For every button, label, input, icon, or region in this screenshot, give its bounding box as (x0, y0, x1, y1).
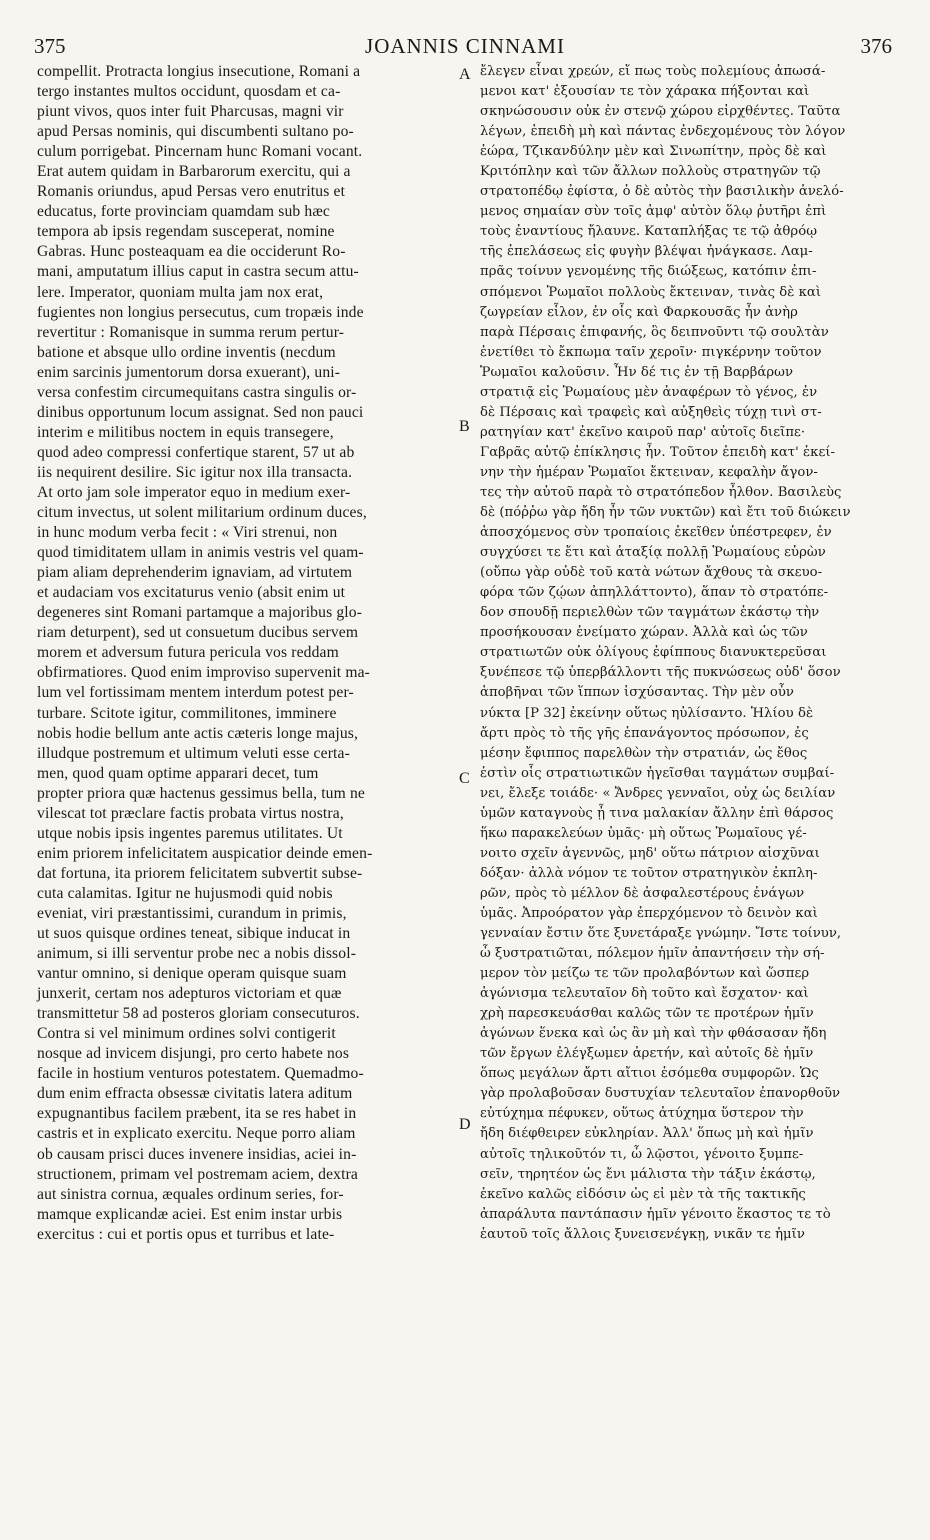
page-number-right: 376 (860, 34, 892, 58)
latin-text-line: utque nobis ipsis ingentes paremus utilitates. Ut (37, 824, 343, 842)
greek-text-line: ζωγρείαν εἷλον, ἐν οἷς καὶ Φαρκουσᾶς ἦν ἀνὴρ (480, 304, 798, 320)
margin-letter-d: D (459, 1116, 471, 1133)
latin-text-line: dat fortuna, ita priorem felicitatem subvertit subse- (37, 864, 363, 882)
latin-text-line: facile in hostium venturos potestatem. Quemadmo- (37, 1065, 364, 1083)
latin-text-line: junxerit, certam nos adepturos victoriam et quæ (37, 985, 342, 1003)
latin-text-line: in hunc modum verba fecit : « Viri strenui, non (37, 524, 338, 542)
latin-text-line: dinibus opportunum locum assignat. Sed non pauci (37, 403, 364, 421)
greek-text-line: τῆς ἐπελάσεως εἰς φυγὴν βλέψαι ἠνάγκασε. Λαμ- (480, 244, 813, 260)
greek-text-line: ἑαυτοῦ τοῖς ἄλλοις ξυνεισενέγκῃ, νικᾶν τε ἡμῖν (480, 1226, 805, 1242)
greek-text-line: ἀποβῆναι τῶν ἵππων ἰσχύσαντας. Τὴν μὲν οὖν (480, 685, 794, 701)
margin-letter-a: A (459, 66, 471, 83)
greek-text-line: μενοι κατ' ἐξουσίαν τε τὸν χάρακα πήξονται καὶ (480, 84, 810, 100)
latin-text-line: revertitur : Romanisque in summa rerum pertur- (37, 323, 345, 341)
latin-text-line: cuta calamitas. Igitur ne hujusmodi quid nobis (37, 884, 333, 902)
greek-text-line: (οὔπω γὰρ οὐδὲ τοῦ κατὰ νώτων ἄχθους τὰ σκευο- (480, 565, 823, 581)
latin-text-line: piunt vivos, quos inter fuit Pharcusas, magni vir (37, 103, 344, 121)
greek-text-line: ρατηγίαν κατ' ἐκεῖνο καιροῦ παρ' αὐτοῖς διεῖπε· (480, 424, 806, 440)
greek-text-line: Κριτόπλην καὶ τῶν ἄλλων πολλοὺς στρατηγῶν τῷ (480, 164, 821, 180)
greek-text-line: δόξαν· ἀλλὰ νόμον τε τοῦτον στρατηγικὸν ἐκπλη- (480, 865, 818, 881)
latin-text-line: exercitus : cui et portis opus et turribus et late- (37, 1225, 335, 1243)
greek-text-line: νην τὴν ἡμέραν Ῥωμαῖοι ἔκτειναν, κεφαλὴν ἄγον- (480, 464, 818, 480)
latin-text-line: Erat autem quidam in Barbarorum exercitu, qui a (37, 163, 351, 181)
latin-text-line: morem et adversum futura pericula vos reddam (37, 644, 339, 662)
latin-text-line: ob causam prisci duces invenere insidias, aciei in- (37, 1145, 357, 1163)
greek-text-line: δον σπουδῇ περιελθὼν τῶν ταγμάτων ἑκάστῳ τὴν (480, 605, 820, 621)
greek-text-line: ἐκεῖνο καλῶς εἰδόσιν ὡς εἰ μὲν τὰ τῆς τακτικῆς (480, 1186, 806, 1202)
greek-text-line: γὰρ προλαβοῦσαν δυστυχίαν τελευταῖον ἐπανορθοῦν (480, 1086, 841, 1102)
latin-text-line: castris et in explicato exercitu. Neque porro aliam (37, 1125, 356, 1143)
greek-text-line: Ῥωμαῖοι καλοῦσιν. Ἦν δέ τις ἐν τῇ Βαρβάρων (480, 364, 794, 380)
latin-text-line: interim e militibus noctem in equis transegere, (37, 423, 334, 441)
greek-text-line: ἑώρα, Τζικανδύλην μὲν καὶ Σινωπίτην, πρὸς δὲ καὶ (480, 144, 827, 160)
greek-text-line: δὲ Πέρσαις καὶ τραφεὶς καὶ αὐξηθεὶς τύχῃ τινὶ στ- (480, 404, 822, 420)
latin-text-line: Romanis oriundus, apud Persas vero enutritus et (37, 183, 346, 201)
latin-text-line: mani, amputatum illius caput in castra secum attu- (37, 263, 359, 281)
greek-text-line: ὑμᾶς. Ἀπροόρατον γὰρ ἐπερχόμενον τὸ δεινὸν καὶ (480, 905, 818, 921)
latin-text-line: quod timiditatem ullam in animis vestris vel quam- (37, 544, 364, 562)
latin-text-line: riam deturpent), sed ut consuetum ducibus servem (37, 624, 359, 642)
greek-text-line: ἀπαράλυτα παντάπασιν ἡμῖν γένοιτο ἕκαστος τε τὸ (480, 1206, 831, 1222)
greek-text-line: συγχύσει τε ἔτι καὶ ἀταξίᾳ πολλῇ Ῥωμαίους εὑρὼν (480, 545, 826, 561)
latin-text-line: iis nequirent desilire. Sic igitur nox illa transacta. (37, 463, 353, 481)
latin-text-line: vilescat tot præclare factis probata virtus nostra, (37, 804, 344, 822)
greek-text-line: ἤδη διέφθειρεν εὐκληρίαν. Ἀλλ' ὅπως μὴ καὶ ἡμῖν (480, 1126, 814, 1142)
margin-letter-c: C (459, 770, 470, 787)
running-title: JOANNIS CINNAMI (365, 34, 565, 58)
latin-text-line: transmittetur 58 ad posteros gloriam consecuturos. (37, 1005, 360, 1023)
latin-text-line: enim priorem infelicitatem auspicatior deinde emen- (37, 844, 373, 862)
greek-text-line: νει, ἔλεξε τοιάδε· « Ἄνδρες γενναῖοι, οὐχ ὡς δειλίαν (480, 785, 836, 801)
latin-text-line: structionem, primam vel postremam aciem, dextra (37, 1165, 358, 1183)
latin-text-line: turbare. Scitote igitur, commilitones, imminere (37, 704, 337, 722)
greek-text-line: ἀγώνισμα τελευταῖον δὴ τοῦτο καὶ ἔσχατον· καὶ (480, 986, 809, 1002)
greek-text-line: στρατιᾷ εἰς Ῥωμαίους μὲν ἀναφέρων τὸ γένος, ἐν (480, 384, 818, 400)
latin-text-line: expugnantibus facilem præbent, ita se res habet in (37, 1105, 357, 1123)
greek-text-line: ὑμῶν καταγνοὺς ᾖ τινα μαλακίαν ἄλλην ἐπὶ θάρσος (480, 805, 834, 821)
latin-text-line: eveniat, viri præstantissimi, curandum in primis, (37, 904, 347, 922)
greek-column (480, 62, 898, 1245)
latin-text-line: citum invectus, ut solent militarium ordinum duces, (37, 504, 367, 522)
page-header (30, 34, 900, 60)
greek-text-line: μέσην ἔφιππος παρελθὼν τὴν στρατιάν, ὡς ἔθος (480, 745, 808, 761)
greek-text-line: νύκτα [P 32] ἐκείνην οὕτως ηὐλίσαντο. Ἡλίου δὲ (480, 705, 814, 721)
greek-text-line: νοιτο σχεῖν ἀγεννῶς, μηδ' οὕτω πάτριον αἰσχῦναι (480, 845, 820, 861)
latin-text-line: degeneres sint Romani partamque a majoribus glo- (37, 604, 363, 622)
latin-text-line: nosque ad invicem disjungi, pro certo habete nos (37, 1045, 350, 1063)
margin-letter-b: B (459, 418, 470, 435)
greek-text-line: ρῶν, πρὸς τὸ μέλλον δὲ ἀσφαλεστέρους ἐνάγων (480, 885, 805, 901)
latin-text-line: men, quod quam optime apparari decet, tum (37, 764, 319, 782)
latin-text-line: aut sinistra cornua, æquales ordinum series, for- (37, 1185, 344, 1203)
greek-text-line: εὐτύχημα πέφυκεν, οὕτως ἀτύχημα ὕστερον τὴν (480, 1106, 804, 1122)
latin-text-line: At orto jam sole imperator equo in medium exer- (37, 483, 351, 501)
latin-text-line: animum, si illi serventur probe nec a nobis dissol- (37, 945, 357, 963)
latin-text-line: batione et absque ullo ordine inventis (necdum (37, 343, 336, 361)
greek-text-line: φόρα τῶν ζῴων ἀπηλλάττοντο), ἅπαν τὸ στρατόπε- (480, 585, 829, 601)
latin-text-line: dum enim effracta obsessæ civitatis latera aditum (37, 1085, 353, 1103)
latin-text-line: Contra si vel minimum ordines solvi contigerit (37, 1025, 336, 1043)
latin-text-line: nobis hodie bellum ante actis cæteris longe majus, (37, 724, 359, 742)
latin-text-line: quod adeo compressi confertique starent, 57 ut ab (37, 443, 355, 461)
greek-text-line: στρατοπέδῳ ἐφίστα, ὁ δὲ αὐτὸς τὴν βασιλικὴν ἀνελό- (480, 184, 844, 200)
greek-text-line: ξυνέπεσε τῷ ὑπερβάλλοντι τῆς πυκνώσεως οὐδ' ὅσον (480, 665, 841, 681)
greek-text-line: ἐστὶν οἷς στρατιωτικῶν ἡγεῖσθαι ταγμάτων συμβαί- (480, 765, 835, 781)
greek-text-line: τῶν ἔργων ἐλέγξωμεν ἀρετήν, καὶ αὐτοῖς δὲ ἡμῖν (480, 1046, 814, 1062)
latin-column (37, 62, 455, 1245)
greek-text-line: ἐνετίθει τὸ ἔκπωμα ταῖν χεροῖν· πιγκέρνην τοῦτον (480, 344, 822, 360)
greek-text-line: μερον τὸν μείζω τε τῶν προλαβόντων καὶ ὥσπερ (480, 966, 810, 982)
greek-text-line: σπόμενοι Ῥωμαῖοι πολλοὺς ἔκτειναν, τινὰς δὲ καὶ (480, 284, 822, 300)
greek-text-line: Γαβρᾶς αὐτῷ ἐπίκλησις ἦν. Τοῦτον ἐπειδὴ κατ' ἐκεί- (480, 444, 836, 460)
greek-text-line: δὲ (πόῤῥω γὰρ ἤδη ἦν τῶν νυκτῶν) καὶ ἔτι τοῦ διώκειν (480, 505, 851, 521)
latin-text-line: vantur omnino, si denique operam quisque suam (37, 965, 347, 983)
greek-text-line: γενναίαν ἔστιν ὅτε ξυνετάραξε γνώμην. Ἴστε τοίνυν, (480, 926, 842, 942)
latin-text-line: et audaciam vos excitaturus venio (absit enim ut (37, 584, 346, 602)
latin-text-line: illudque postremum et ultimum veluti esse certa- (37, 744, 350, 762)
greek-text-line: ἀποσχόμενος σὺν τροπαίοις ἐκεῖθεν ὑπέστρεφεν, ἐν (480, 525, 832, 541)
latin-text-line: propter priora quæ hactenus gessimus bella, tum ne (37, 784, 365, 802)
latin-text-line: lum vel fortissimam mentem interdum potest per- (37, 684, 354, 702)
latin-text-line: ut suos quisque ordines teneat, sibique inducat in (37, 925, 351, 943)
greek-text-line: ὦ ξυστρατιῶται, πόλεμον ἡμῖν ἀπαντήσειν τὴν σή- (480, 946, 825, 962)
latin-text-line: enim sarcinis jumentorum dorsa exuerant), uni- (37, 363, 341, 381)
greek-text-line: τοὺς ἐναντίους ἤλαυνε. Καταπλήξας τε τῷ ἀθρόῳ (480, 224, 817, 240)
greek-text-line: λέγων, ἐπειδὴ μὴ καὶ πάντας ἐνδεχομένους τὸν λόγον (480, 124, 846, 140)
latin-text-line: lere. Imperator, quoniam multa jam nox erat, (37, 283, 324, 301)
latin-text-line: versa confestim circumequitans castra singulis or- (37, 383, 357, 401)
greek-text-line: ἔλεγεν εἶναι χρεών, εἴ πως τοὺς πολεμίους ἀπωσά- (480, 64, 826, 79)
latin-text-line: culum porrigebat. Pincernam hunc Romani vocant. (37, 143, 363, 161)
greek-text-line: ἄρτι πρὸς τὸ τῆς γῆς ἐπανάγοντος πρόσωπον, ἐς (480, 725, 809, 741)
page-number-left: 375 (34, 34, 66, 58)
latin-text-line: compellit. Protracta longius insecutione, Romani a (37, 63, 361, 80)
latin-text-line: fugientes non longius persecutus, cum tropæis inde (37, 303, 364, 321)
latin-text-line: tergo instantes multos occidunt, quosdam et ca- (37, 83, 341, 101)
latin-text-line: mamque explicandæ aciei. Est enim instar urbis (37, 1205, 343, 1223)
greek-text-line: τες τὴν αὐτοῦ παρὰ τὸ στρατόπεδον ἦλθον. Βασιλεὺς (480, 484, 842, 500)
greek-text-line: μενος σημαίαν σὺν τοῖς ἀμφ' αὐτὸν ὅλῳ ῥυτῆρι ἐπὶ (480, 204, 827, 220)
latin-text-line: apud Persas nominis, qui discumbenti sultano po- (37, 123, 354, 141)
latin-text-line: piam aliam deprehenderim ignaviam, ad virtutem (37, 564, 353, 582)
greek-text-line: ὅπως μεγάλων ἄρτι αἴτιοι ἐσόμεθα συμφορῶν. Ὡς (480, 1066, 819, 1082)
greek-text-line: προσήκουσαν ἐνείματο χώραν. Ἀλλὰ καὶ ὡς τῶν (480, 625, 808, 641)
greek-text-line: αὐτοῖς τηλικοῦτόν τι, ὦ λῷστοι, γένοιτο ξυμπε- (480, 1146, 804, 1162)
latin-text-line: Gabras. Hunc posteaquam ea die occiderunt Ro- (37, 243, 346, 261)
greek-text-line: παρὰ Πέρσαις ἐπιφανής, ὃς δειπνοῦντι τῷ σουλτὰν (480, 324, 829, 340)
greek-text-line: ἥκω παρακελεύων ὑμᾶς· μὴ οὕτως Ῥωμαῖους γέ- (480, 825, 807, 841)
greek-text-line: χρὴ παρεσκευάσθαι καλῶς τῶν τε προτέρων ἡμῖν (480, 1006, 814, 1022)
greek-text-line: ἀγώνων ἕνεκα καὶ ὡς ἂν μὴ καὶ τὴν φθάσασαν ἤδη (480, 1026, 827, 1042)
latin-text-line: tempora ab ipsis regendam susceperat, nomine (37, 223, 335, 241)
greek-text-line: σεῖν, τηρητέον ὡς ἔνι μάλιστα τὴν τάξιν ἑκάστῳ, (480, 1166, 816, 1182)
latin-text-line: obfirmatiores. Quod enim improviso supervenit ma- (37, 664, 371, 682)
latin-text-line: educatus, forte provinciam quamdam sub hæc (37, 203, 330, 221)
greek-text-line: σκηνώσουσιν οὐκ ἐν στενῷ χώρου εἰρχθέντες. Ταῦτα (480, 104, 841, 120)
greek-text-line: στρατιωτῶν οὐκ ὀλίγους ἐφίππους διανυκτερεῦσαι (480, 645, 827, 661)
greek-text-line: πρᾶς τοίνυν γενομένης τῆς διώξεως, κατόπιν ἐπι- (480, 264, 817, 280)
